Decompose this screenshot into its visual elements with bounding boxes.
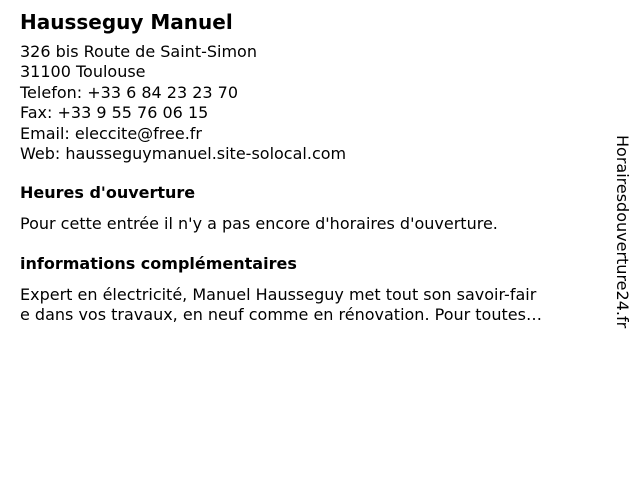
contact-block bbox=[20, 42, 600, 164]
listing-card bbox=[20, 10, 600, 326]
address-city: 31100 Toulouse bbox=[20, 62, 146, 82]
website-address: Web: hausseguymanuel.site-solocal.com bbox=[20, 144, 347, 164]
additional-info-text bbox=[20, 285, 600, 326]
address-street: 326 bis Route de Saint-Simon bbox=[20, 42, 257, 61]
additional-info-heading: informations complémentaires bbox=[20, 253, 297, 273]
phone-number: Telefon: +33 6 84 23 23 70 bbox=[20, 82, 239, 102]
additional-info-line: Expert en électricité, Manuel Hausseguy met tout son savoir-fair bbox=[20, 284, 537, 304]
business-name: Hausseguy Manuel bbox=[20, 10, 233, 34]
email-address: Email: eleccite@free.fr bbox=[20, 123, 202, 143]
fax-number: Fax: +33 9 55 76 06 15 bbox=[20, 103, 209, 123]
additional-info-line: e dans vos travaux, en neuf comme en rénovation. Pour toutes… bbox=[20, 305, 542, 325]
opening-hours-text: Pour cette entrée il n'y a pas encore d'horaires d'ouverture. bbox=[20, 214, 498, 234]
site-watermark: Horairesdouverture24.fr bbox=[613, 135, 632, 329]
opening-hours-heading: Heures d'ouverture bbox=[20, 183, 196, 203]
